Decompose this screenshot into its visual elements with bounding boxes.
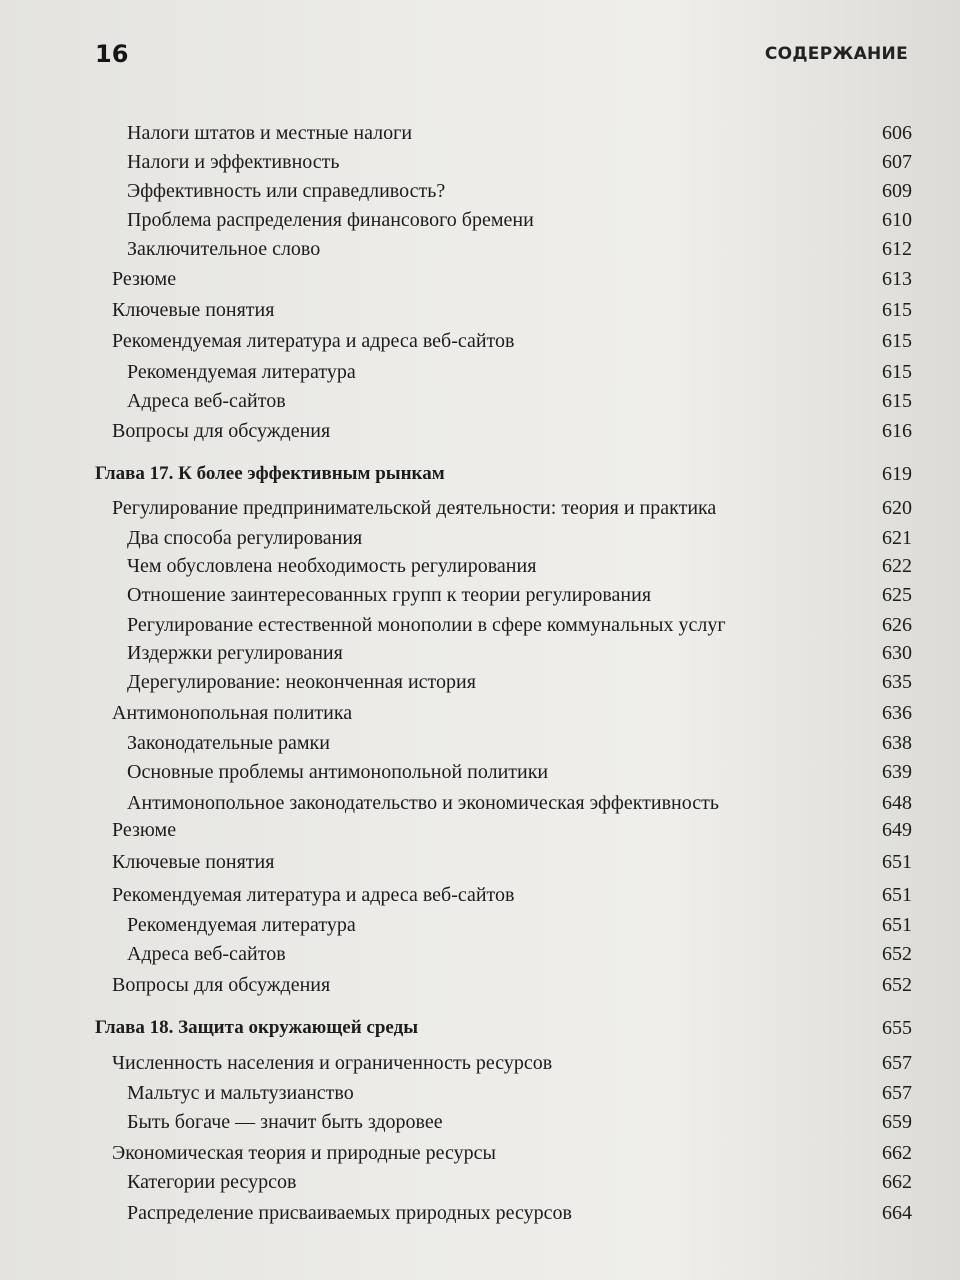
- toc-entry: [0, 612, 960, 642]
- toc-chapter-heading: [0, 1015, 960, 1045]
- toc-entry: [0, 297, 960, 327]
- toc-entry-title: Глава 17. К более эффективным рынкам: [95, 463, 445, 484]
- toc-entry-title: Законодательные рамки: [127, 732, 330, 754]
- toc-entry-title: Регулирование предпринимательской деятельности: теория и практика: [112, 497, 717, 519]
- toc-entry-page: 659: [882, 1111, 912, 1133]
- toc-entry: [0, 790, 960, 820]
- toc-entry-title: Резюме: [112, 819, 177, 841]
- toc-entry-page: 630: [882, 642, 912, 664]
- toc-entry-title: Численность населения и ограниченность ресурсов: [112, 1052, 553, 1074]
- toc-entry-title: Рекомендуемая литература: [127, 361, 356, 383]
- toc-entry-page: 606: [882, 122, 912, 144]
- toc-entry: [0, 236, 960, 266]
- toc-entry-page: 626: [882, 614, 912, 636]
- toc-entry-page: 610: [882, 209, 912, 231]
- toc-entry: [0, 178, 960, 208]
- toc-entry: [0, 495, 960, 525]
- toc-entry-page: 621: [882, 527, 912, 549]
- toc-entry-page: 615: [882, 330, 912, 352]
- toc-entry: [0, 582, 960, 612]
- toc-entry-title: Категории ресурсов: [127, 1171, 297, 1193]
- toc-entry: [0, 849, 960, 879]
- toc-entry-title: Адреса веб-сайтов: [127, 390, 286, 412]
- toc-entry: [0, 817, 960, 847]
- toc-entry-page: 636: [882, 702, 912, 724]
- toc-entry: [0, 1109, 960, 1139]
- toc-entry-page: 648: [882, 792, 912, 814]
- toc-entry-page: 615: [882, 361, 912, 383]
- toc-entry: [0, 359, 960, 389]
- toc-entry-title: Распределение присваиваемых природных ресурсов: [127, 1202, 572, 1224]
- toc-entry-page: 635: [882, 671, 912, 693]
- toc-entry-title: Вопросы для обсуждения: [112, 420, 331, 442]
- toc-entry-page: 649: [882, 819, 912, 841]
- toc-entry-page: 615: [882, 299, 912, 321]
- toc-entry-title: Налоги и эффективность: [127, 151, 340, 173]
- toc-entry-page: 638: [882, 732, 912, 754]
- toc-entry-title: Адреса веб-сайтов: [127, 943, 286, 965]
- toc-entry-title: Глава 18. Защита окружающей среды: [95, 1017, 419, 1038]
- toc-entry-page: 655: [882, 1017, 912, 1039]
- toc-entry-page: 609: [882, 180, 912, 202]
- toc-entry-title: Ключевые понятия: [112, 299, 275, 321]
- toc-entry-page: 657: [882, 1082, 912, 1104]
- toc-entry-page: 664: [882, 1202, 912, 1224]
- toc-entry-title: Чем обусловлена необходимость регулирования: [127, 555, 537, 577]
- toc-entry-title: Быть богаче — значит быть здоровее: [127, 1111, 443, 1133]
- toc-entry-page: 625: [882, 584, 912, 606]
- toc-entry-title: Мальтус и мальтузианство: [127, 1082, 354, 1104]
- page-number: 16: [95, 40, 129, 68]
- toc-entry-title: Рекомендуемая литература: [127, 914, 356, 936]
- toc-entry: [0, 207, 960, 237]
- toc-entry-title: Рекомендуемая литература и адреса веб-сайтов: [112, 884, 515, 906]
- toc-entry-title: Эффективность или справедливость?: [127, 180, 446, 202]
- toc-entry-title: Дерегулирование: неоконченная история: [127, 671, 476, 693]
- toc-entry: [0, 1169, 960, 1199]
- toc-entry-title: Заключительное слово: [127, 238, 321, 260]
- toc-entry-title: Проблема распределения финансового бремени: [127, 209, 534, 231]
- toc-entry-page: 657: [882, 1052, 912, 1074]
- toc-entry: [0, 525, 960, 555]
- toc-entry-title: Экономическая теория и природные ресурсы: [112, 1142, 496, 1164]
- toc-entry: [0, 1080, 960, 1110]
- toc-entry-page: 615: [882, 390, 912, 412]
- toc-entry: [0, 669, 960, 699]
- toc-entry: [0, 328, 960, 358]
- toc-entry: [0, 266, 960, 296]
- toc-entry-page: 616: [882, 420, 912, 442]
- toc-entry-title: Издержки регулирования: [127, 642, 343, 664]
- toc-entry: [0, 388, 960, 418]
- toc-entry-page: 639: [882, 761, 912, 783]
- toc-chapter-heading: [0, 461, 960, 491]
- toc-entry: [0, 640, 960, 670]
- toc-entry: [0, 912, 960, 942]
- toc-entry-page: 612: [882, 238, 912, 260]
- toc-entry: [0, 149, 960, 179]
- toc-entry-page: 652: [882, 974, 912, 996]
- toc-entry-page: 651: [882, 851, 912, 873]
- toc-entry-title: Ключевые понятия: [112, 851, 275, 873]
- running-head: СОДЕРЖАНИЕ: [764, 44, 908, 64]
- toc-entry-page: 652: [882, 943, 912, 965]
- toc-entry-title: Два способа регулирования: [127, 527, 363, 549]
- toc-entry-title: Резюме: [112, 268, 177, 290]
- toc-entry: [0, 730, 960, 760]
- toc-entry-title: Основные проблемы антимонопольной политики: [127, 761, 549, 783]
- toc-entry: [0, 882, 960, 912]
- toc-entry-title: Антимонопольная политика: [112, 702, 353, 724]
- toc-entry: [0, 1140, 960, 1170]
- toc-entry: [0, 941, 960, 971]
- toc-entry: [0, 1200, 960, 1230]
- toc-entry: [0, 553, 960, 583]
- toc-entry-page: 619: [882, 463, 912, 485]
- toc-entry-title: Антимонопольное законодательство и экономическая эффективность: [127, 792, 719, 814]
- toc-entry: [0, 759, 960, 789]
- toc-entry: [0, 1050, 960, 1080]
- toc-entry: [0, 120, 960, 150]
- toc-entry-page: 620: [882, 497, 912, 519]
- toc-entry-page: 607: [882, 151, 912, 173]
- toc-entry: [0, 972, 960, 1002]
- toc-entry-title: Рекомендуемая литература и адреса веб-сайтов: [112, 330, 515, 352]
- toc-entry-page: 662: [882, 1171, 912, 1193]
- toc-entry-page: 651: [882, 914, 912, 936]
- toc-entry-title: Отношение заинтересованных групп к теории регулирования: [127, 584, 652, 606]
- toc-entry-title: Налоги штатов и местные налоги: [127, 122, 413, 144]
- toc-entry-title: Вопросы для обсуждения: [112, 974, 331, 996]
- toc-entry-title: Регулирование естественной монополии в сфере коммунальных услуг: [127, 614, 726, 636]
- toc-entry-page: 662: [882, 1142, 912, 1164]
- toc-entry-page: 651: [882, 884, 912, 906]
- toc-entry-page: 613: [882, 268, 912, 290]
- toc-entry-page: 622: [882, 555, 912, 577]
- toc-entry: [0, 418, 960, 448]
- toc-entry: [0, 700, 960, 730]
